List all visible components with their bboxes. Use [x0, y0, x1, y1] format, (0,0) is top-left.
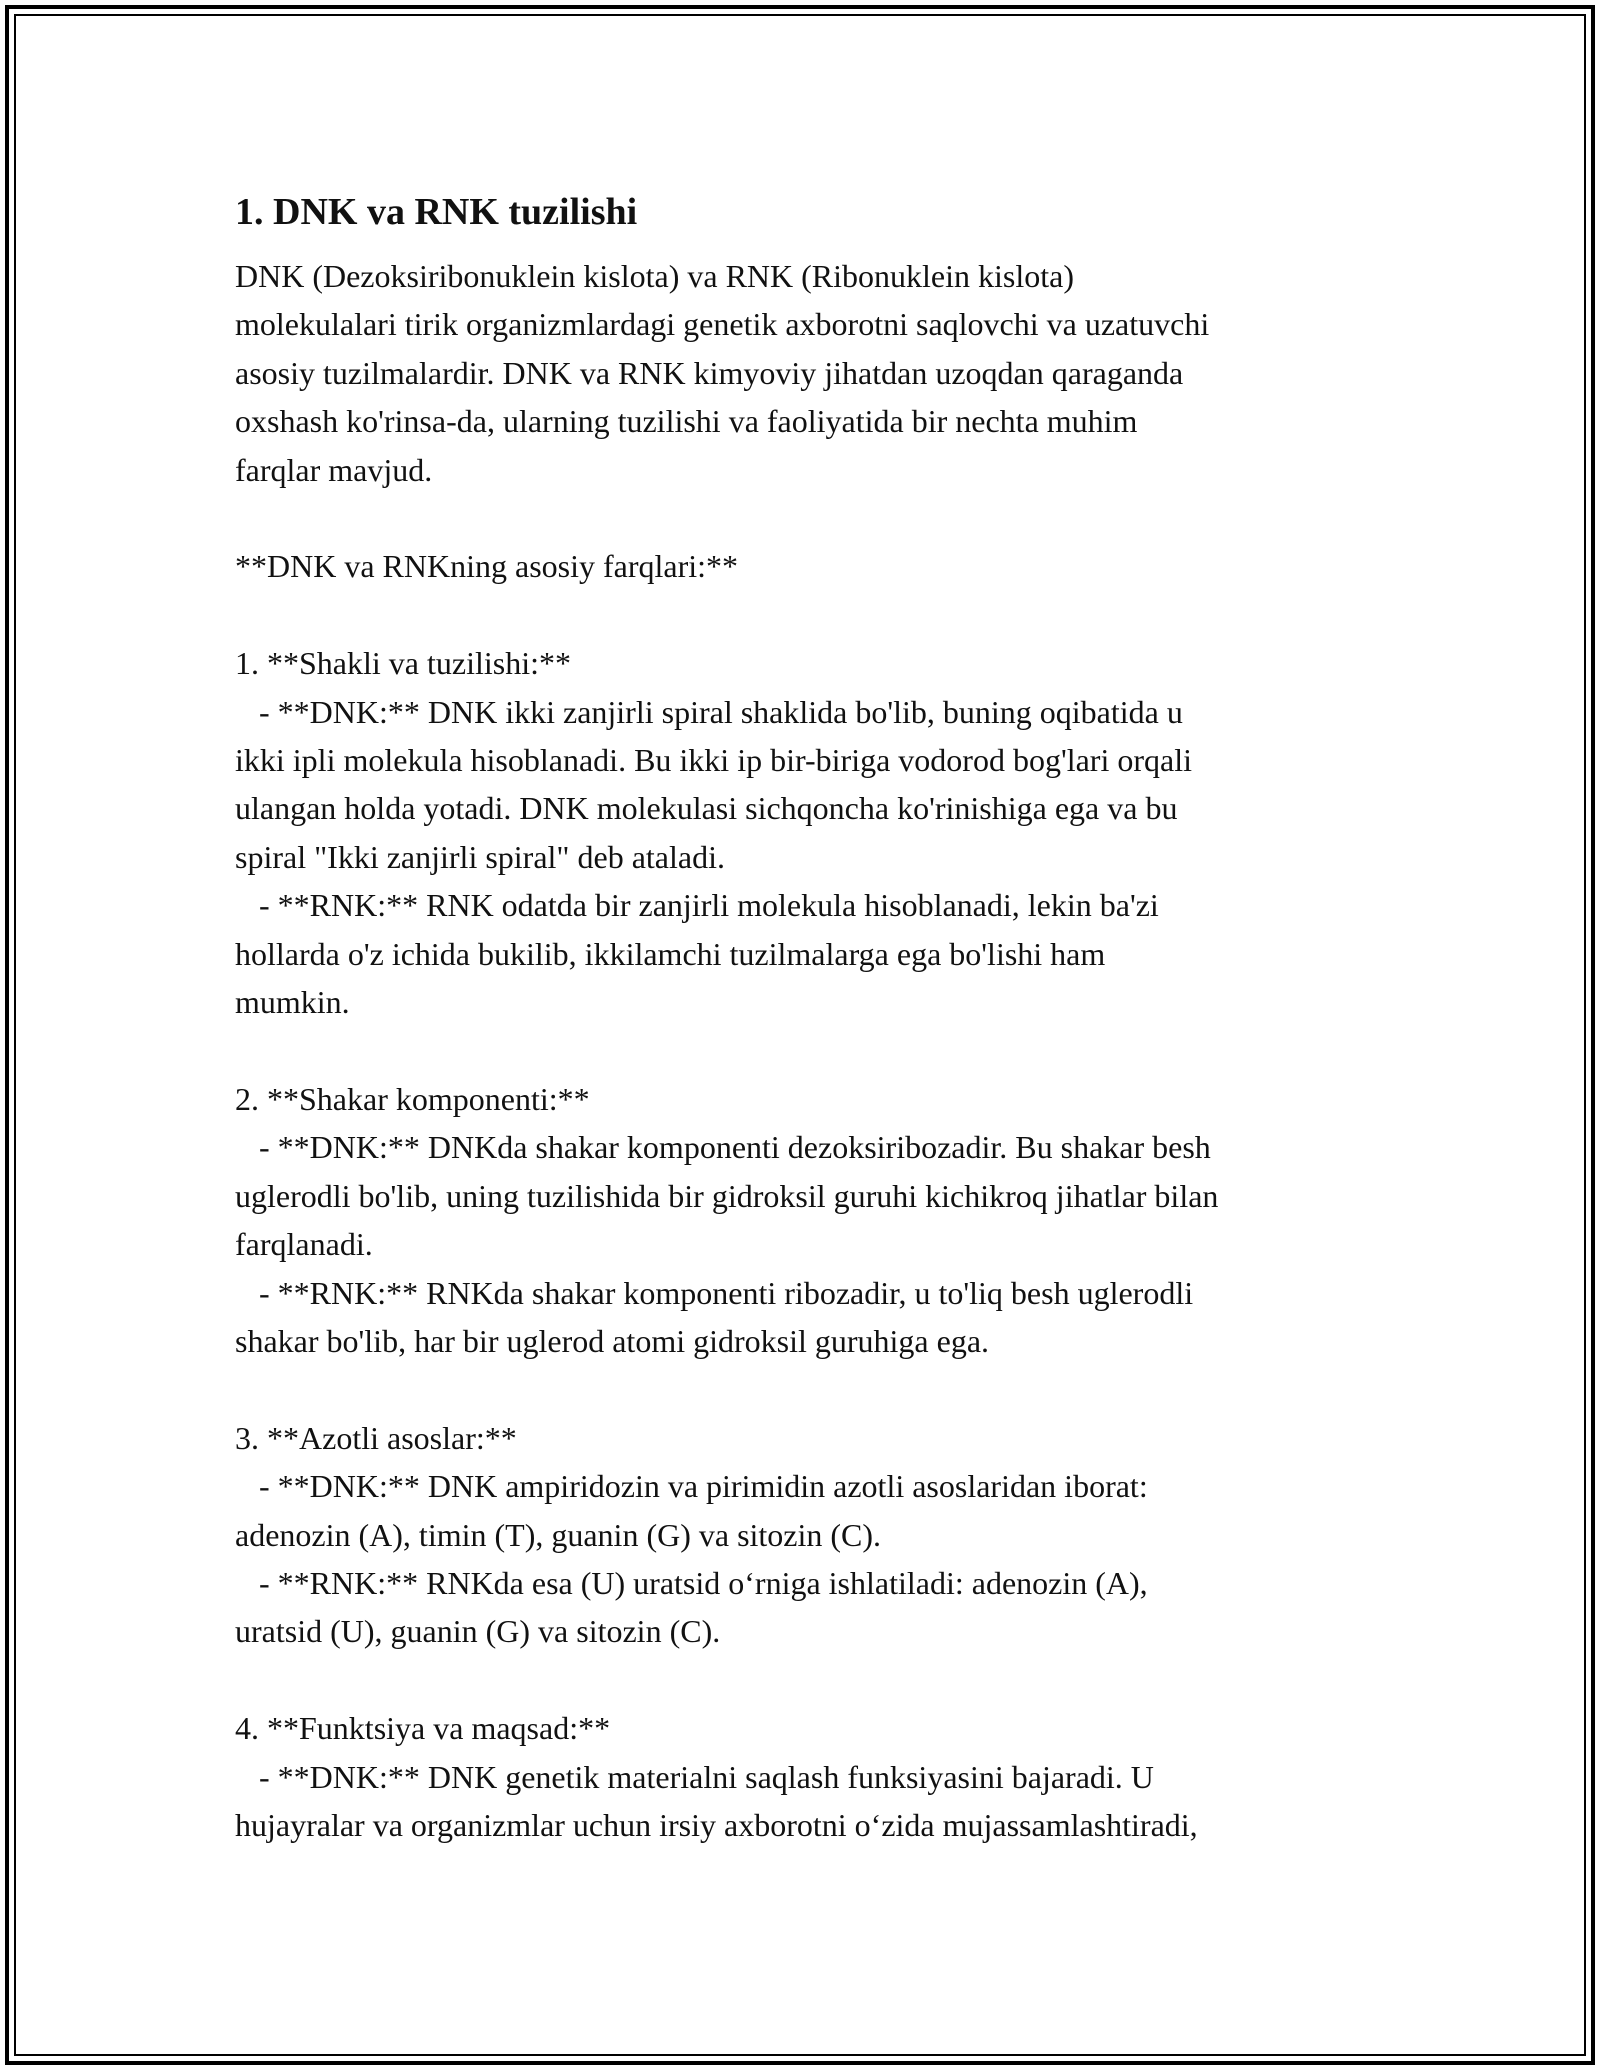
section-heading: 2. **Shakar komponenti:** [235, 1080, 590, 1117]
document-body [235, 186, 1395, 1849]
section-heading: 4. **Funktsiya va maqsad:** [235, 1710, 611, 1747]
page-title: 1. DNK va RNK tuzilishi [235, 191, 638, 233]
section-heading: 3. **Azotli asoslar:** [235, 1419, 517, 1456]
section-dnk-text: - **DNK:** DNKda shakar komponenti dezoksiribozadir. Bu shakar besh uglerodli bo'lib, uning tuzilishida bir gidroksil guruhi kichikroq jihatlar bilan farqlanadi. [235, 1129, 1219, 1263]
section-heading: 1. **Shakli va tuzilishi:** [235, 645, 571, 682]
spacer [235, 1365, 1395, 1413]
spacer [235, 1656, 1395, 1704]
section-rnk-text: - **RNK:** RNKda shakar komponenti ribozadir, u to'liq besh uglerodli shakar bo'lib, har bir uglerod atomi gidroksil guruhiga ega. [235, 1274, 1194, 1359]
differences-heading: **DNK va RNKning asosiy farqlari:** [235, 548, 739, 585]
section-rnk-text: - **RNK:** RNK odatda bir zanjirli molekula hisoblanadi, lekin ba'zi hollarda o'z ichida bukilib, ikkilamchi tuzilmalarga ega bo'lishi ham mumkin. [235, 887, 1159, 1021]
section-dnk-text: - **DNK:** DNK ampiridozin va pirimidin azotli asoslaridan iborat: adenozin (A), timin (T), guanin (G) va sitozin (C). [235, 1468, 1148, 1553]
section-dnk-text: - **DNK:** DNK ikki zanjirli spiral shaklida bo'lib, buning oqibatida u ikki ipli molekula hisoblanadi. Bu ikki ip bir-biriga vodorod bog'lari orqali ulangan holda yotadi. DNK molekulasi sichqoncha ko'rinishiga ega va bu spiral "Ikki zanjirli spiral" deb ataladi. [235, 693, 1192, 875]
intro-paragraph: DNK (Dezoksiribonuklein kislota) va RNK (Ribonuklein kislota) molekulalari tirik organizmlardagi genetik axborotni saqlovchi va uzatuvchi asosiy tuzilmalardir. DNK va RNK kimyoviy jihatdan uzoqdan qaraganda oxshash ko'rinsa-da, ularning tuzilishi va faoliyatida bir nechta muhim farqlar mavjud. [235, 258, 1210, 488]
spacer [235, 1027, 1395, 1075]
section-dnk-text: - **DNK:** DNK genetik materialni saqlash funksiyasini bajaradi. U hujayralar va organizmlar uchun irsiy axborotni o‘zida mujassamlashtiradi, [235, 1758, 1198, 1843]
spacer [235, 591, 1395, 639]
section-rnk-text: - **RNK:** RNKda esa (U) uratsid o‘rniga ishlatiladi: adenozin (A), uratsid (U), guanin (G) va sitozin (C). [235, 1564, 1148, 1650]
spacer [235, 494, 1395, 542]
